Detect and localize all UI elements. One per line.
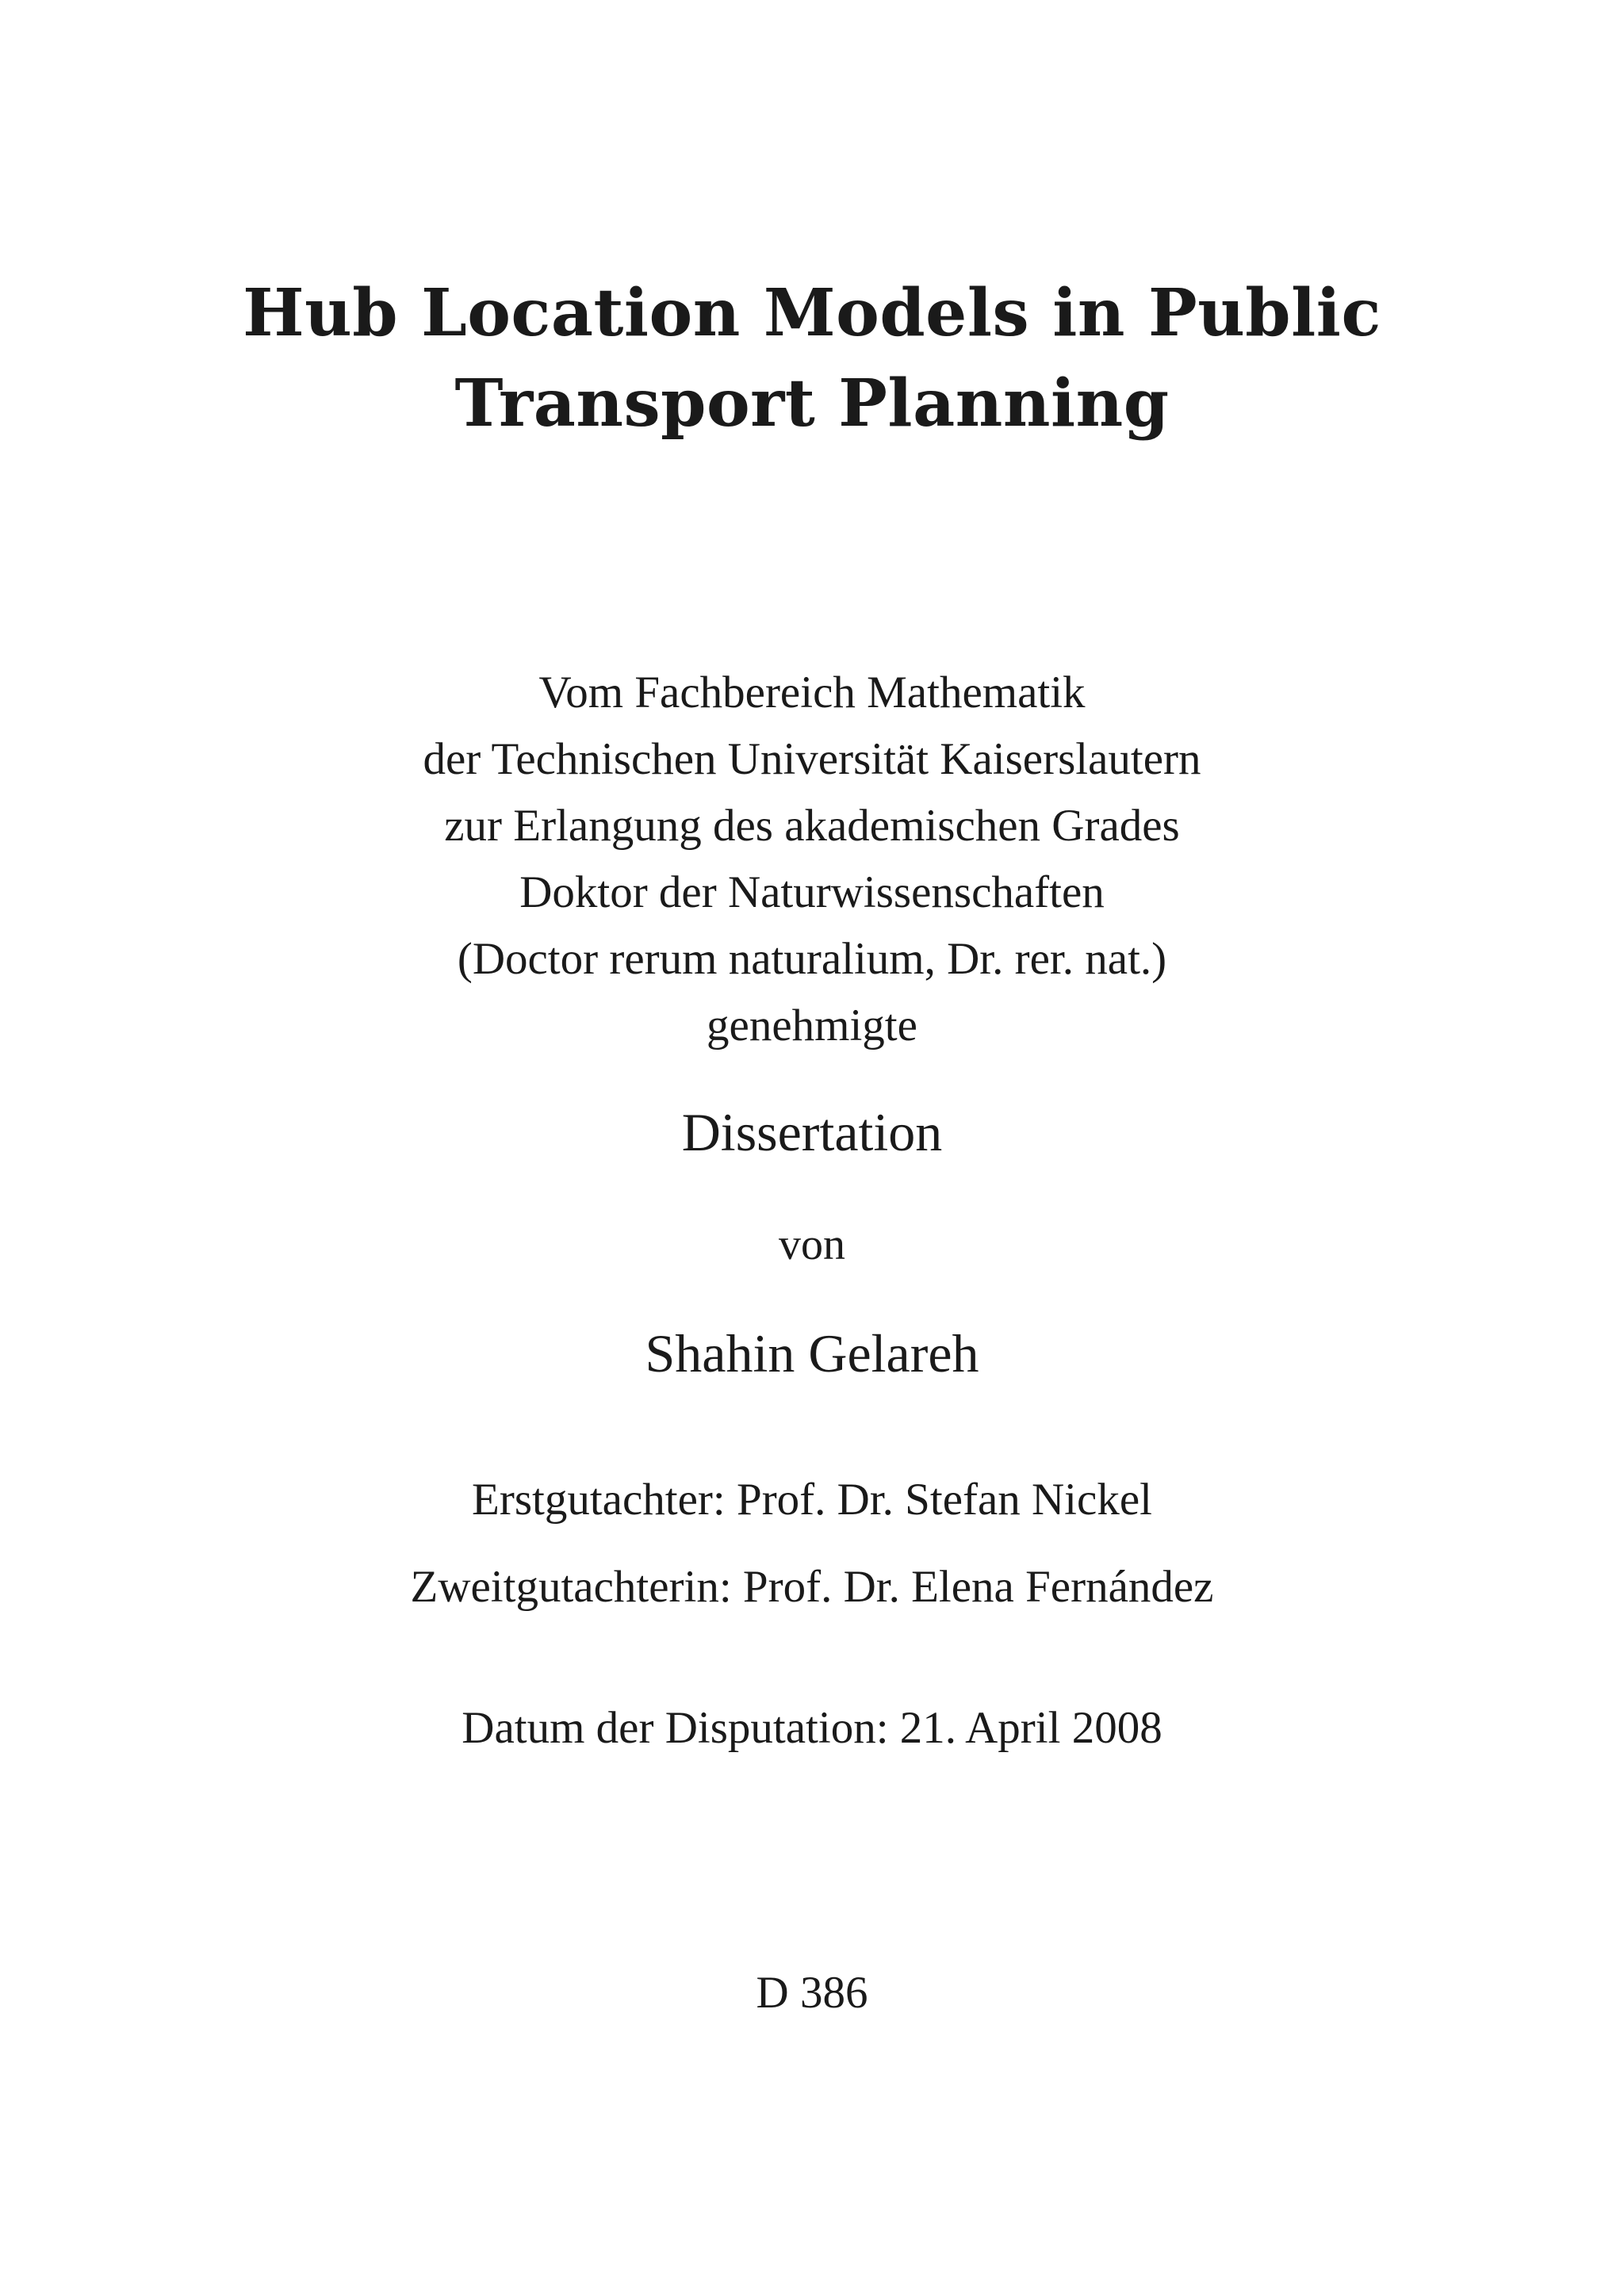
intro-line-3: zur Erlangung des akademischen Grades	[444, 801, 1180, 851]
intro-line-5: (Doctor rerum naturalium, Dr. rer. nat.)	[457, 934, 1167, 984]
intro-line-6: genehmigte	[707, 1001, 917, 1050]
university-code: D 386	[756, 1968, 868, 2018]
submission-statement	[0, 660, 1624, 1059]
title-line-2: Transport Planning	[454, 365, 1170, 442]
intro-line-4: Doktor der Naturwissenschaften	[519, 867, 1105, 917]
author-name: Shahin Gelareh	[645, 1323, 979, 1383]
by-label: von	[779, 1220, 845, 1269]
second-referee: Zweitgutachterin: Prof. Dr. Elena Fernández	[410, 1562, 1214, 1612]
first-referee: Erstgutachter: Prof. Dr. Stefan Nickel	[472, 1475, 1152, 1525]
intro-line-2: der Technischen Universität Kaiserslautern	[423, 734, 1201, 784]
dissertation-title	[0, 268, 1624, 449]
defense-date: Datum der Disputation: 21. April 2008	[462, 1703, 1162, 1753]
intro-line-1: Vom Fachbereich Mathematik	[538, 668, 1086, 718]
title-line-1: Hub Location Models in Public	[243, 275, 1381, 351]
document-type: Dissertation	[681, 1102, 943, 1162]
